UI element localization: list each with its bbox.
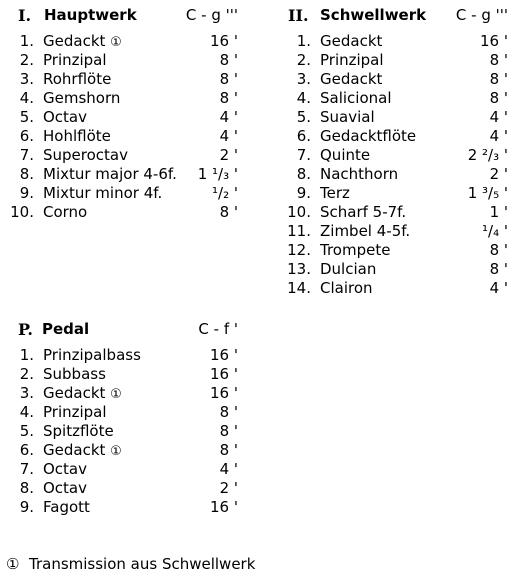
stop-row (278, 203, 508, 222)
stop-row (278, 279, 508, 298)
stop-name-text: Scharf 5-7f. (320, 203, 407, 221)
stop-row (0, 146, 238, 165)
stop-number: 11. (287, 222, 311, 240)
stop-name (320, 127, 416, 146)
stop-row (0, 365, 238, 384)
stop-number: 1. (296, 32, 311, 50)
stop-number: 7. (19, 460, 34, 478)
stop-name-text: Gedackt (43, 441, 106, 459)
stop-row (0, 32, 238, 51)
stop-row (0, 127, 238, 146)
stop-name (43, 165, 177, 184)
stop-number: 9. (19, 498, 34, 516)
stop-number: 13. (287, 260, 311, 278)
stop-name (43, 365, 106, 384)
stop-pitch: 2 ' (219, 146, 238, 164)
stop-pitch: 1 ¹/₃ ' (197, 165, 238, 183)
stop-name (43, 460, 87, 479)
stop-name-text: Gedackt (320, 32, 383, 50)
stop-pitch: 8 ' (489, 70, 508, 88)
stop-number: 10. (287, 203, 311, 221)
stop-number: 6. (296, 127, 311, 145)
stop-pitch: 8 ' (489, 260, 508, 278)
division-pedal (0, 320, 238, 517)
stop-name-text: Fagott (43, 498, 90, 516)
stop-row (278, 222, 508, 241)
stop-name (320, 184, 350, 203)
stop-row (0, 51, 238, 70)
stop-row (0, 89, 238, 108)
stop-name-text: Mixtur minor 4f. (43, 184, 163, 202)
stop-pitch: 4 ' (489, 279, 508, 297)
stop-pitch: 8 ' (489, 51, 508, 69)
stop-name-text: Prinzipal (320, 51, 384, 69)
stop-name-text: Salicional (320, 89, 392, 107)
stop-name (320, 108, 375, 127)
stop-pitch: 1 ' (489, 203, 508, 221)
transmission-mark-icon: ① (6, 555, 20, 573)
division-number: I. (18, 6, 32, 25)
stop-number: 5. (296, 108, 311, 126)
division-hauptwerk (0, 6, 238, 222)
stop-name-text: Octav (43, 108, 88, 126)
stop-name-text: Gedackt (43, 384, 106, 402)
stop-name (43, 184, 162, 203)
stop-name-text: Rohrflöte (43, 70, 112, 88)
stop-number: 6. (19, 127, 34, 145)
stop-number: 1. (19, 32, 34, 50)
stop-pitch: 16 ' (210, 32, 238, 50)
stop-pitch: 2 ' (219, 479, 238, 497)
stop-name-text: Clairon (320, 279, 373, 297)
stop-pitch: 1 ³/₅ ' (467, 184, 508, 202)
stop-row (0, 70, 238, 89)
stop-number: 2. (19, 365, 34, 383)
division-header (278, 6, 508, 28)
stop-number: 6. (19, 441, 34, 459)
stop-name (43, 203, 87, 222)
stop-row (0, 384, 238, 403)
stop-name (43, 51, 107, 70)
stop-name (43, 89, 120, 108)
stop-name (43, 441, 122, 461)
stop-name (320, 51, 384, 70)
stop-row (0, 441, 238, 460)
stop-row (278, 108, 508, 127)
stop-name-text: Octav (43, 460, 88, 478)
stop-name (320, 260, 376, 279)
stop-name (43, 108, 87, 127)
stop-name (43, 70, 111, 89)
stop-name-text: Nachthorn (320, 165, 399, 183)
stop-pitch: 8 ' (219, 51, 238, 69)
stop-pitch: 8 ' (489, 241, 508, 259)
stop-name-text: Zimbel 4-5f. (320, 222, 411, 240)
stop-row (0, 460, 238, 479)
stop-pitch: 16 ' (210, 346, 238, 364)
stop-row (0, 498, 238, 517)
stop-name-text: Suavial (320, 108, 375, 126)
stop-name-text: Corno (43, 203, 88, 221)
stop-row (278, 146, 508, 165)
stop-number: 2. (296, 51, 311, 69)
stop-list (0, 346, 238, 517)
stop-name-text: Superoctav (43, 146, 128, 164)
stop-row (278, 165, 508, 184)
stop-name (320, 241, 390, 260)
stop-number: 8. (296, 165, 311, 183)
stop-name-text: Trompete (320, 241, 391, 259)
stop-row (0, 203, 238, 222)
stop-number: 12. (287, 241, 311, 259)
division-name: Hauptwerk (44, 6, 137, 24)
stop-row (0, 184, 238, 203)
stop-row (0, 403, 238, 422)
stop-name (320, 89, 392, 108)
stop-name (320, 165, 398, 184)
stop-number: 3. (19, 70, 34, 88)
stop-row (0, 108, 238, 127)
stop-number: 3. (19, 384, 34, 402)
stop-name (320, 203, 406, 222)
stop-name (320, 222, 410, 241)
transmission-mark-icon: ① (110, 444, 122, 459)
division-number: P. (18, 320, 33, 339)
stop-pitch: 8 ' (219, 203, 238, 221)
stop-row (278, 241, 508, 260)
stop-name (320, 279, 373, 298)
division-schwellwerk (278, 6, 508, 298)
stop-number: 7. (296, 146, 311, 164)
stop-number: 8. (19, 479, 34, 497)
stop-pitch: 8 ' (219, 403, 238, 421)
stop-pitch: 8 ' (219, 422, 238, 440)
compass-range: C - g ''' (455, 6, 508, 24)
stop-pitch: 4 ' (219, 108, 238, 126)
stop-number: 9. (19, 184, 34, 202)
stop-number: 4. (19, 89, 34, 107)
stop-row (0, 422, 238, 441)
compass-range: C - f ' (198, 320, 238, 338)
stop-number: 4. (19, 403, 34, 421)
division-header (0, 6, 238, 28)
stop-name-text: Mixtur major 4-6f. (43, 165, 177, 183)
stop-number: 14. (287, 279, 311, 297)
stop-number: 10. (10, 203, 34, 221)
stop-name (43, 498, 90, 517)
stop-name (320, 70, 382, 89)
compass-range: C - g ''' (185, 6, 238, 24)
stop-row (0, 165, 238, 184)
transmission-mark-icon: ① (110, 35, 122, 50)
stop-number: 2. (19, 51, 34, 69)
stop-name (43, 479, 87, 498)
stop-name-text: Terz (320, 184, 350, 202)
stop-number: 3. (296, 70, 311, 88)
stop-name (43, 146, 128, 165)
stop-pitch: 2 ²/₃ ' (467, 146, 508, 164)
stop-pitch: 16 ' (210, 365, 238, 383)
stop-pitch: ¹/₂ ' (212, 184, 238, 202)
stop-name-text: Gedackt (320, 70, 383, 88)
stop-pitch: 4 ' (219, 127, 238, 145)
stop-name-text: Gemshorn (43, 89, 121, 107)
stop-name-text: Hohlflöte (43, 127, 111, 145)
stop-number: 7. (19, 146, 34, 164)
stop-name-text: Prinzipal (43, 403, 107, 421)
stop-name (320, 32, 382, 51)
stop-pitch: 4 ' (489, 127, 508, 145)
stop-pitch: 2 ' (489, 165, 508, 183)
stop-row (278, 260, 508, 279)
stop-name-text: Prinzipalbass (43, 346, 141, 364)
stop-name (43, 346, 141, 365)
stop-pitch: 8 ' (489, 89, 508, 107)
footnote-text: Transmission aus Schwellwerk (29, 555, 256, 573)
stop-number: 4. (296, 89, 311, 107)
stop-name-text: Spitzflöte (43, 422, 114, 440)
stop-pitch: ¹/₄ ' (482, 222, 508, 240)
division-number: II. (288, 6, 309, 25)
stop-name (43, 403, 107, 422)
stop-row (278, 32, 508, 51)
stop-name (43, 422, 114, 441)
stop-name (43, 127, 111, 146)
stop-pitch: 16 ' (210, 498, 238, 516)
stop-name-text: Gedackt (43, 32, 106, 50)
stop-name (320, 146, 370, 165)
stop-number: 8. (19, 165, 34, 183)
stop-name-text: Prinzipal (43, 51, 107, 69)
stop-row (0, 479, 238, 498)
stop-name-text: Subbass (43, 365, 106, 383)
stop-row (278, 184, 508, 203)
stop-name-text: Octav (43, 479, 88, 497)
stop-pitch: 16 ' (480, 32, 508, 50)
division-name: Schwellwerk (320, 6, 427, 24)
division-name: Pedal (42, 320, 90, 338)
footnote (6, 555, 255, 573)
stop-row (278, 89, 508, 108)
division-header (0, 320, 238, 342)
stop-list (0, 32, 238, 222)
stop-number: 9. (296, 184, 311, 202)
stop-pitch: 4 ' (219, 460, 238, 478)
stop-number: 5. (19, 422, 34, 440)
stop-pitch: 8 ' (219, 441, 238, 459)
stop-list (278, 32, 508, 298)
stop-row (278, 70, 508, 89)
stop-row (278, 127, 508, 146)
stop-name (43, 384, 122, 404)
stop-number: 1. (19, 346, 34, 364)
stop-pitch: 4 ' (489, 108, 508, 126)
stop-name-text: Gedacktflöte (320, 127, 417, 145)
stop-pitch: 8 ' (219, 70, 238, 88)
stop-name-text: Dulcian (320, 260, 377, 278)
stop-row (278, 51, 508, 70)
stop-number: 5. (19, 108, 34, 126)
stop-pitch: 8 ' (219, 89, 238, 107)
stop-pitch: 16 ' (210, 384, 238, 402)
stop-row (0, 346, 238, 365)
transmission-mark-icon: ① (110, 387, 122, 402)
stop-name (43, 32, 122, 52)
stop-name-text: Quinte (320, 146, 371, 164)
